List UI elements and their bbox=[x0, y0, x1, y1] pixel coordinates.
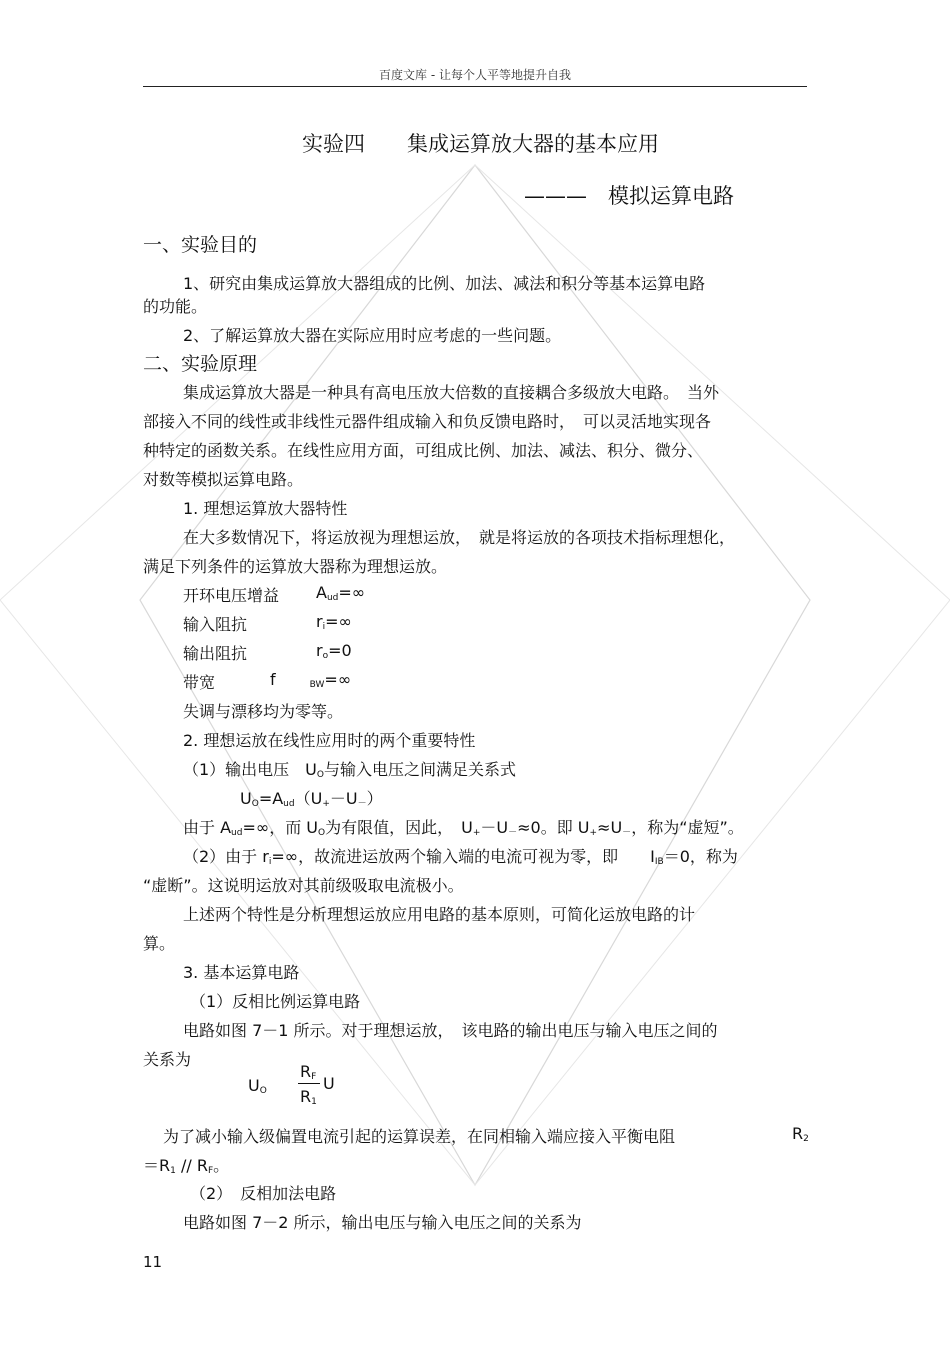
subheading: （1）反相比例运算电路 bbox=[190, 992, 361, 1011]
spec-value: $r_i=\infty$ bbox=[316, 612, 352, 632]
section-heading-2: 二、实验原理 bbox=[143, 353, 258, 375]
spec-label: 输入阻抗 bbox=[183, 615, 248, 634]
spec-label: 开环电压增益 bbox=[183, 586, 280, 605]
paragraph: 关系为 bbox=[143, 1050, 192, 1069]
subheading: 3. 基本运算电路 bbox=[183, 963, 300, 982]
document-subtitle: ——— 模拟运算电路 bbox=[524, 184, 734, 208]
paragraph: 上述两个特性是分析理想运放应用电路的基本原则，可简化运放电路的计 bbox=[183, 905, 696, 924]
paragraph: 失调与漂移均为零等。 bbox=[183, 702, 344, 721]
paragraph: （2）由于 $r_i=\infty$，故流进运放两个输入端的电流可视为零，即 $I_{IB}=0$，称为 bbox=[183, 847, 738, 867]
paragraph: 部接入不同的线性或非线性元器件组成输入和负反馈电路时， 可以灵活地实现各 bbox=[143, 412, 712, 431]
paragraph: 种特定的函数关系。在线性应用方面，可组成比例、加法、减法、积分、微分、 bbox=[143, 441, 704, 460]
formula-rhs: U bbox=[323, 1074, 335, 1093]
paragraph: 1、研究由集成运算放大器组成的比例、加法、减法和积分等基本运算电路 bbox=[183, 274, 706, 293]
subheading: （2） 反相加法电路 bbox=[190, 1184, 337, 1203]
subheading: 1. 理想运算放大器特性 bbox=[183, 499, 348, 518]
paragraph: 2、了解运算放大器在实际应用时应考虑的一些问题。 bbox=[183, 326, 562, 345]
spec-value: $r_o=0$ bbox=[316, 641, 352, 661]
paragraph: $=R_1 // R_F$。 bbox=[143, 1156, 230, 1176]
subheading: 2. 理想运放在线性应用时的两个重要特性 bbox=[183, 731, 476, 750]
paragraph: 电路如图 7－1 所示。对于理想运放， 该电路的输出电压与输入电压之间的 bbox=[183, 1021, 718, 1040]
spec-value: f $_{BW}$=∞ bbox=[270, 670, 352, 690]
header-rule bbox=[143, 86, 807, 87]
paragraph: 满足下列条件的运算放大器称为理想运放。 bbox=[143, 557, 448, 576]
paragraph: $R_2$ bbox=[792, 1124, 809, 1144]
section-heading-1: 一、实验目的 bbox=[143, 234, 258, 256]
spec-label: 带宽 bbox=[183, 673, 216, 692]
paragraph: 在大多数情况下，将运放视为理想运放， 就是将运放的各项技术指标理想化， bbox=[183, 528, 736, 547]
formula-numerator: $R_F$ bbox=[300, 1062, 317, 1082]
paragraph: 集成运算放大器是一种具有高电压放大倍数的直接耦合多级放大电路。 当外 bbox=[183, 383, 720, 402]
formula-denominator: $R_1$ bbox=[300, 1087, 317, 1107]
paragraph: 为了减小输入级偏置电流引起的运算误差，在同相输入端应接入平衡电阻 bbox=[163, 1127, 676, 1146]
paragraph: 由于 $A_{ud}=\infty$，而 $U_O$为有限值，因此， $U_+-U_-\approx 0$。即 $U_+\approx U_-$，称为“虚短”。 bbox=[183, 818, 744, 838]
paragraph: 的功能。 bbox=[143, 297, 208, 316]
page-header: 百度文库 - 让每个人平等地提升自我 bbox=[379, 68, 571, 82]
formula-lhs: $U_O$ bbox=[248, 1076, 267, 1096]
paragraph: “虚断”。这说明运放对其前级吸取电流极小。 bbox=[143, 876, 464, 895]
equation: $U_O=A_{ud}(U_+-U_-)$ bbox=[240, 789, 383, 809]
paragraph: 对数等模拟运算电路。 bbox=[143, 470, 304, 489]
document-title: 实验四 集成运算放大器的基本应用 bbox=[302, 132, 659, 156]
paragraph: 算。 bbox=[143, 934, 176, 953]
page-number: 11 bbox=[143, 1253, 163, 1271]
spec-label: 输出阻抗 bbox=[183, 644, 248, 663]
spec-value: $A_{ud}=\infty$ bbox=[316, 583, 366, 603]
paragraph: （1）输出电压 $U_O$与输入电压之间满足关系式 bbox=[183, 760, 517, 780]
fraction-bar bbox=[298, 1083, 320, 1084]
paragraph: 电路如图 7－2 所示，输出电压与输入电压之间的关系为 bbox=[183, 1213, 582, 1232]
